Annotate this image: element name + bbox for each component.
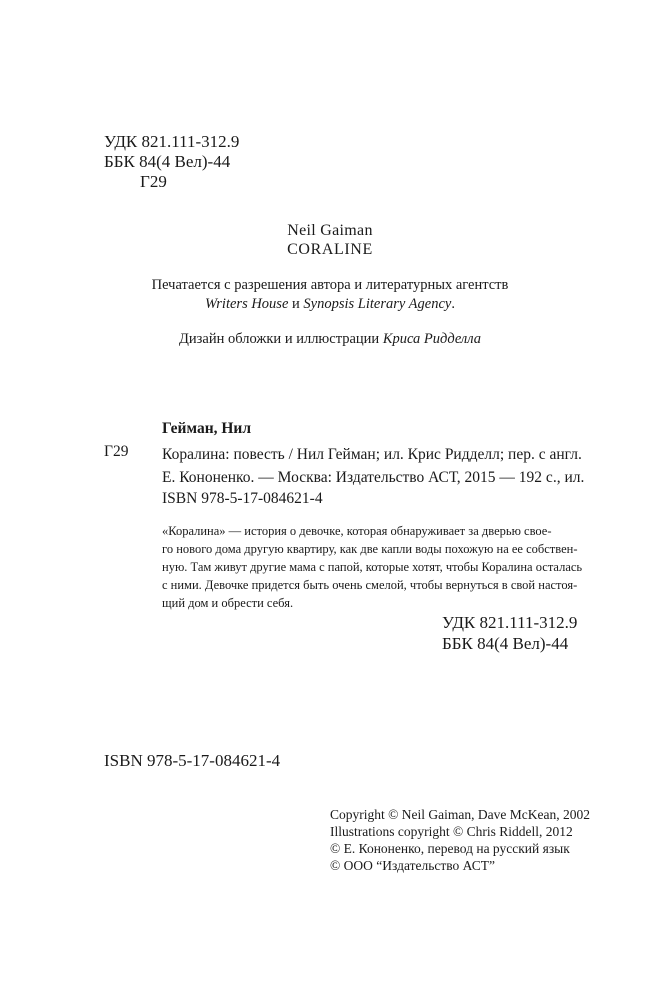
copyright-line: Copyright © Neil Gaiman, Dave McKean, 2002 [330, 807, 590, 822]
card-author-mark: Г29 [104, 443, 129, 460]
card-isbn: ISBN 978-5-17-084621-4 [162, 490, 323, 507]
permission-line: Печатается с разрешения автора и литературных агентств [151, 277, 509, 293]
copyright-line: © Е. Кононенко, перевод на русский язык [330, 841, 570, 856]
author-mark: Г29 [140, 172, 167, 191]
bbk-code: ББК 84(4 Вел)-44 [442, 634, 569, 653]
udk-code: УДК 821.111-312.9 [104, 132, 240, 151]
bbk-code: ББК 84(4 Вел)-44 [104, 152, 231, 171]
annotation-line: «Коралина» — история о девочке, которая обнаруживает за дверью свое- [162, 524, 552, 538]
agency-writers-house: Writers House [205, 296, 289, 312]
agency-synopsis: Synopsis Literary Agency [303, 296, 452, 312]
permission-notice [0, 276, 660, 314]
card-description-line: Коралина: повесть / Нил Гейман; ил. Крис Ридделл; пер. с англ. [162, 446, 582, 463]
annotation [162, 522, 582, 612]
udk-block-top [104, 132, 239, 192]
annotation-line: ную. Там живут другие мама с папой, которые хотят, чтобы Коралина осталась [162, 560, 583, 574]
card-description [162, 443, 584, 489]
copyright-line: Illustrations copyright © Chris Riddell, 2012 [330, 824, 573, 839]
annotation-line: с ними. Девочке придется быть очень смелой, чтобы вернуться в свой настоя- [162, 578, 578, 592]
card-description-line: Е. Кононенко. — Москва: Издательство АСТ, 2015 — 192 с., ил. [162, 469, 585, 486]
copyright-block [330, 806, 590, 874]
copyright-line: © ООО “Издательство АСТ” [330, 858, 495, 873]
udk-block-bottom [442, 612, 577, 654]
design-credit [0, 331, 660, 348]
isbn: ISBN 978-5-17-084621-4 [104, 751, 281, 770]
conjunction: и [288, 296, 304, 312]
illustrator-name: Криса Ридделла [382, 331, 481, 347]
title-original: CORALINE [287, 241, 373, 258]
udk-code: УДК 821.111-312.9 [442, 613, 578, 632]
author-name-original: Neil Gaiman [287, 222, 373, 239]
design-credit-label: Дизайн обложки и иллюстрации [179, 331, 383, 347]
period: . [451, 296, 455, 312]
card-author: Гейман, Нил [162, 420, 252, 437]
annotation-line: го нового дома другую квартиру, как две капли воды похожую на ее собствен- [162, 542, 578, 556]
annotation-line: щий дом и обрести себя. [162, 596, 294, 610]
agencies-line [0, 295, 660, 314]
